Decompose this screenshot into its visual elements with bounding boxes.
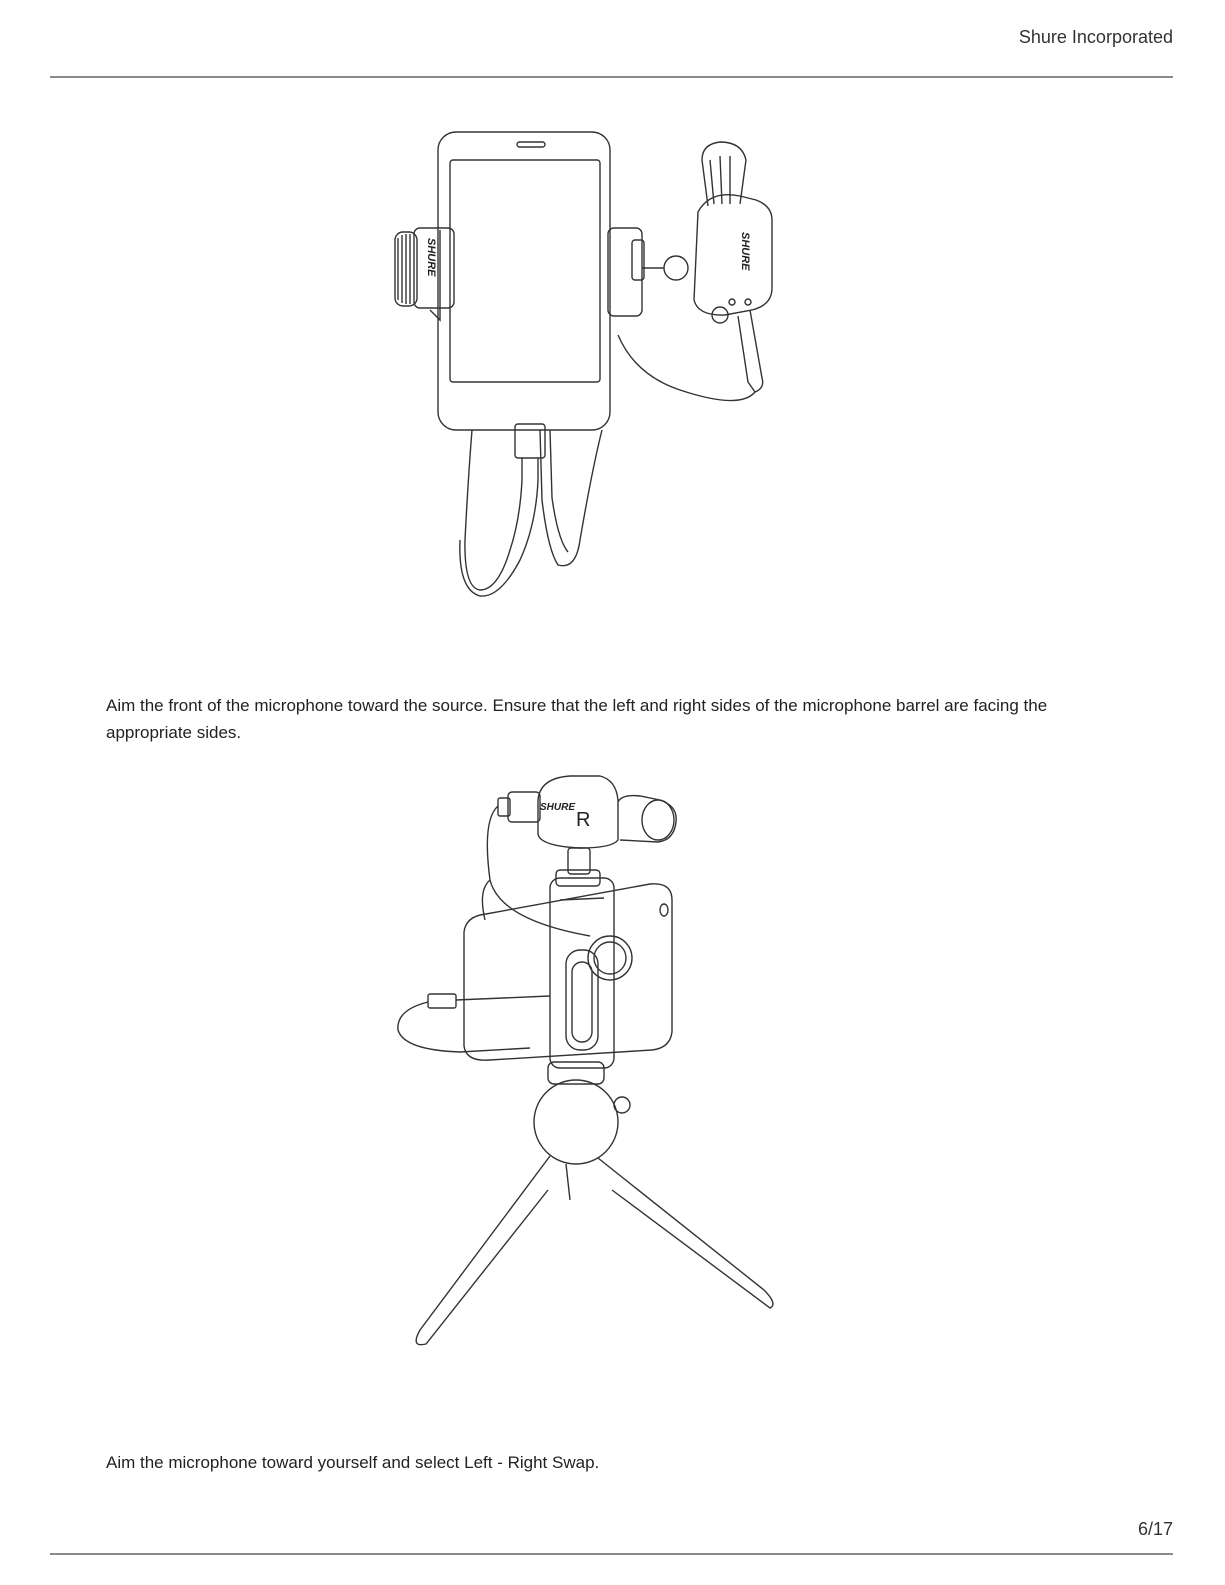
page-number: 6/17	[1137, 1519, 1173, 1539]
header-company-name: Shure Incorporated	[1018, 27, 1173, 47]
phone-clamp-microphone-illustration	[380, 120, 800, 600]
right-side-marker: R	[576, 809, 591, 831]
tripod-phone-microphone-illustration	[390, 770, 790, 1360]
footer-divider	[50, 1553, 1173, 1555]
header-divider	[50, 76, 1173, 78]
shure-logo-tripod-mic: SHURE	[540, 802, 576, 813]
shure-logo-left: SHURE	[425, 238, 437, 277]
shure-logo-mic: SHURE	[739, 232, 751, 271]
instruction-aim-self: Aim the microphone toward yourself and select Left - Right Swap.	[106, 1453, 600, 1472]
instruction-aim-front: Aim the front of the microphone toward the source. Ensure that the left and right sides of the microphone barrel are facing the appropriate sides.	[106, 696, 1048, 742]
